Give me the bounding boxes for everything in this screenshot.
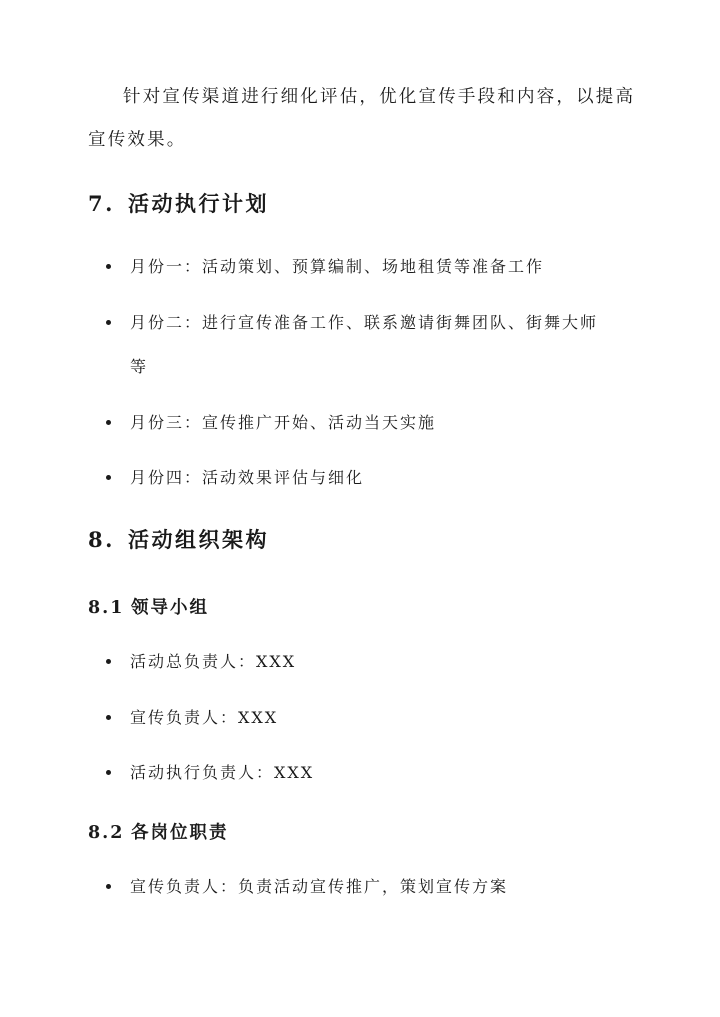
subsection-8-1-title: 领导小组 xyxy=(131,598,209,618)
list-item: 活动执行负责人：XXX xyxy=(112,751,612,795)
bullet-icon xyxy=(106,659,111,664)
list-item: 月份一：活动策划、预算编制、场地租赁等准备工作 xyxy=(112,245,612,289)
bullet-icon xyxy=(106,884,111,889)
bullet-icon xyxy=(106,420,111,425)
bullet-icon xyxy=(106,770,111,775)
intro-paragraph: 针对宣传渠道进行细化评估，优化宣传手段和内容，以提高宣传效果。 xyxy=(88,87,636,150)
list-item: 宣传负责人：负责活动宣传推广，策划宣传方案 xyxy=(112,865,612,909)
bullet-icon xyxy=(106,320,111,325)
list-item: 月份二：进行宣传准备工作、联系邀请街舞团队、街舞大师等 xyxy=(112,301,612,389)
list-item: 活动总负责人：XXX xyxy=(112,640,612,684)
bullet-icon xyxy=(106,264,111,269)
subsection-8-2-number: 8.2 xyxy=(88,823,125,843)
section-8-title: 活动组织架构 xyxy=(128,527,269,552)
list-item: 月份四：活动效果评估与细化 xyxy=(112,456,612,500)
section-7-heading xyxy=(88,188,269,218)
section-7-title: 活动执行计划 xyxy=(128,191,269,216)
subsection-8-2-title: 各岗位职责 xyxy=(131,823,229,843)
subsection-8-1-heading xyxy=(88,594,209,619)
bullet-icon xyxy=(106,715,111,720)
section-8-heading xyxy=(88,524,269,554)
bullet-icon xyxy=(106,475,111,480)
section-7-number: 7. xyxy=(88,191,115,216)
subsection-8-2-heading xyxy=(88,819,229,844)
section-8-number: 8. xyxy=(88,527,115,552)
subsection-8-1-number: 8.1 xyxy=(88,598,125,618)
list-item: 宣传负责人：XXX xyxy=(112,696,612,740)
list-item: 月份三：宣传推广开始、活动当天实施 xyxy=(112,401,612,445)
